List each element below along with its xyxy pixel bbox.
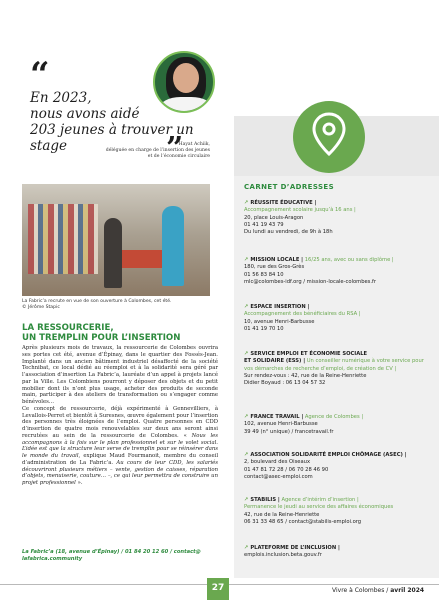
signature-name: Hayat Achiik, xyxy=(178,142,210,147)
ressourcerie-photo xyxy=(22,184,210,296)
entry-sub: Accompagnement scolaire jusqu’à 16 ans | xyxy=(244,207,356,214)
carnet-title: CARNET D’ADRESSES xyxy=(244,183,335,191)
opening-quote-mark: “ xyxy=(30,55,50,95)
entry-sub: Un conseiller numérique à votre service pour vos démarches de recherche d’emploi, de création de CV | xyxy=(244,358,424,372)
arrow-icon: ↗ xyxy=(244,351,249,357)
entry-line: 01 41 19 70 10 xyxy=(244,325,284,332)
pull-quote-line: En 2023, xyxy=(30,90,92,106)
entry-head: ET SOLIDAIRE (ESS) | xyxy=(244,358,306,365)
article-title-line: UN TREMPLIN POUR L’INSERTION xyxy=(22,332,181,343)
entry-head: ASSOCIATION SOLIDARITÉ EMPLOI CHÔMAGE (ASEC) | xyxy=(250,452,407,458)
arrow-icon: ↗ xyxy=(244,200,249,206)
entry-head: MISSION LOCALE | xyxy=(250,257,304,263)
page-number: 27 xyxy=(207,578,229,600)
entry-line: 01 56 83 84 10 xyxy=(244,271,284,278)
pull-quote-line: 203 jeunes à trouver un stage xyxy=(30,122,194,154)
entry-line: 42, rue de la Reine-Henriette xyxy=(244,511,320,518)
entry-head: FRANCE TRAVAIL | xyxy=(250,414,304,420)
entry-line: Didier Boyaud : 06 13 04 57 32 xyxy=(244,380,326,387)
entry-head: RÉUSSITE ÉDUCATIVE | xyxy=(250,200,317,206)
location-pin-icon xyxy=(311,112,347,160)
entry-link[interactable]: contact@asec-emploi.com xyxy=(244,473,313,480)
address-entry-asec xyxy=(244,452,434,481)
entry-link[interactable]: 39 49 (n° unique) / francetravail.fr xyxy=(244,428,334,435)
address-entry-stabilis xyxy=(244,497,434,526)
article-title xyxy=(22,324,222,343)
entry-line: 01 41 19 43 79 xyxy=(244,221,284,228)
entry-head: PLATEFORME DE L’INCLUSION | xyxy=(250,545,340,551)
address-entry-plateforme-inclusion xyxy=(244,545,434,560)
contact-link[interactable]: lafabrica.community xyxy=(22,555,83,562)
entry-line: 20, place Louis-Aragon xyxy=(244,214,304,221)
arrow-icon: ↗ xyxy=(244,414,249,420)
entry-line: 01 47 81 72 28 / 06 70 28 46 90 xyxy=(244,466,329,473)
photo-credit: © Jérôme Stapic xyxy=(22,305,60,310)
portrait-photo xyxy=(153,51,215,113)
article-text: Ce concept de ressourcerie, déjà expérimenté à Gennevilliers, à Levallois-Perret et bientôt à Suresnes, œuvre également pour l’insertion des personnes très éloignées de l’emploi. Quatre personnes en CDD d’insertion de quatre mois renouvelables sur deux ans seront ainsi recrutées au sein de la ressourcerie de Colombes. « xyxy=(22,405,218,439)
article-text: ». xyxy=(77,480,83,486)
issue-date: avril 2024 xyxy=(390,587,425,594)
arrow-icon: ↗ xyxy=(244,497,249,503)
entry-sub: Permanence le jeudi au service des affaires économiques xyxy=(244,504,394,511)
address-entry-mission-locale xyxy=(244,257,434,286)
arrow-icon: ↗ xyxy=(244,452,249,458)
entry-line: Du lundi au vendredi, de 9h à 18h xyxy=(244,229,333,236)
contact-line: La Fabric’a (18, avenue d’Épinay) / 01 84 20 12 60 / contact@ xyxy=(22,549,201,555)
entry-sub: 16/25 ans, avec ou sans diplôme | xyxy=(304,257,394,263)
entry-sub: Accompagnement des bénéficiaires du RSA | xyxy=(244,311,361,318)
photo-caption xyxy=(22,299,210,311)
entry-line: Sur rendez-vous : 42, rue de la Reine-Henriette xyxy=(244,372,367,379)
address-entry-reussite xyxy=(244,200,434,236)
closing-quote-mark: ” xyxy=(166,131,184,166)
entry-head: ESPACE INSERTION | xyxy=(250,304,310,310)
entry-sub: Agence de Colombes | xyxy=(304,414,364,420)
entry-line: 180, rue des Gros-Grès xyxy=(244,264,305,271)
entry-link[interactable]: 06 31 33 48 65 / contact@stabilis-emploi.org xyxy=(244,518,362,525)
address-entry-service-emploi xyxy=(244,351,434,387)
article-quote: Nous les accompagnons à la fois sur le plan professionnel et sur le volet social. L’idée est que la structure leur serve de tremplin pour se réinsérer dans le monde du travail, xyxy=(22,432,219,459)
address-entry-france-travail xyxy=(244,414,434,436)
article-body xyxy=(22,345,218,487)
article-paragraph xyxy=(22,406,218,487)
entry-link[interactable]: emplois.inclusion.beta.gouv.fr xyxy=(244,552,322,559)
article-title-line: LA RESSOURCERIE, xyxy=(22,323,114,333)
address-entry-espace-insertion xyxy=(244,304,434,333)
pull-quote-line: nous avons aidé xyxy=(30,106,140,122)
magazine-name: Vivre à Colombes xyxy=(332,587,385,594)
signature-role: déléguée en charge de l’insertion des jeunes xyxy=(105,148,210,153)
entry-head: SERVICE EMPLOI ET ÉCONOMIE SOCIALE xyxy=(250,351,368,357)
article-text: explique Maud Fourmanoit, membre du conseil d’administration de La Fabric’a. xyxy=(22,453,219,466)
entry-sub: Agence d’intérim d’insertion | xyxy=(281,497,359,503)
entry-head: STABILIS | xyxy=(250,497,280,503)
caption-text: La Fabric’a recrute en vue de son ouverture à Colombes, cet été. xyxy=(22,299,172,304)
entry-link[interactable]: mlc@colombes-idf.org / mission-locale-colombes.fr xyxy=(244,278,376,285)
quote-signature xyxy=(92,142,210,160)
entry-line: 2, boulevard des Oiseaux xyxy=(244,459,311,466)
article-contact xyxy=(22,549,218,563)
arrow-icon: ↗ xyxy=(244,545,249,551)
article-paragraph: Après plusieurs mois de travaux, la ressourcerie de Colombes ouvrira ses portes cet été, avenue d’Épinay, dans le quartier des Fossés-Jean. Implanté dans un ancien bâtiment industriel désaffecté de la société Technibat, ce local dédié au réemploi et à la solidarité sera géré par l’association d’insertion La Fabric’a, lauréate d’un appel à projets lancé par la Ville. Les Colombiens pourront y déposer des objets et du petit mobilier dont ils n’ont plus usage, acheter des produits de seconde main, participer à des ateliers de transformation ou s’engager comme bénévoles… xyxy=(22,345,218,405)
footer-label xyxy=(332,587,424,594)
entry-line: 10, avenue Henri-Barbusse xyxy=(244,318,315,325)
arrow-icon: ↗ xyxy=(244,304,249,310)
footer-separator: / xyxy=(384,587,391,594)
signature-role: et de l’économie circulaire xyxy=(147,154,210,159)
arrow-icon: ↗ xyxy=(244,257,249,263)
article-quote: Au cours de leur CDD, les salariés découvriront plusieurs métiers – vente, gestion de caisses, réparation d’objets, menuiserie, couture… –, ce qui leur permettra de construire un projet professionnel xyxy=(22,459,218,486)
entry-line: 102, avenue Henri-Barbusse xyxy=(244,421,318,428)
